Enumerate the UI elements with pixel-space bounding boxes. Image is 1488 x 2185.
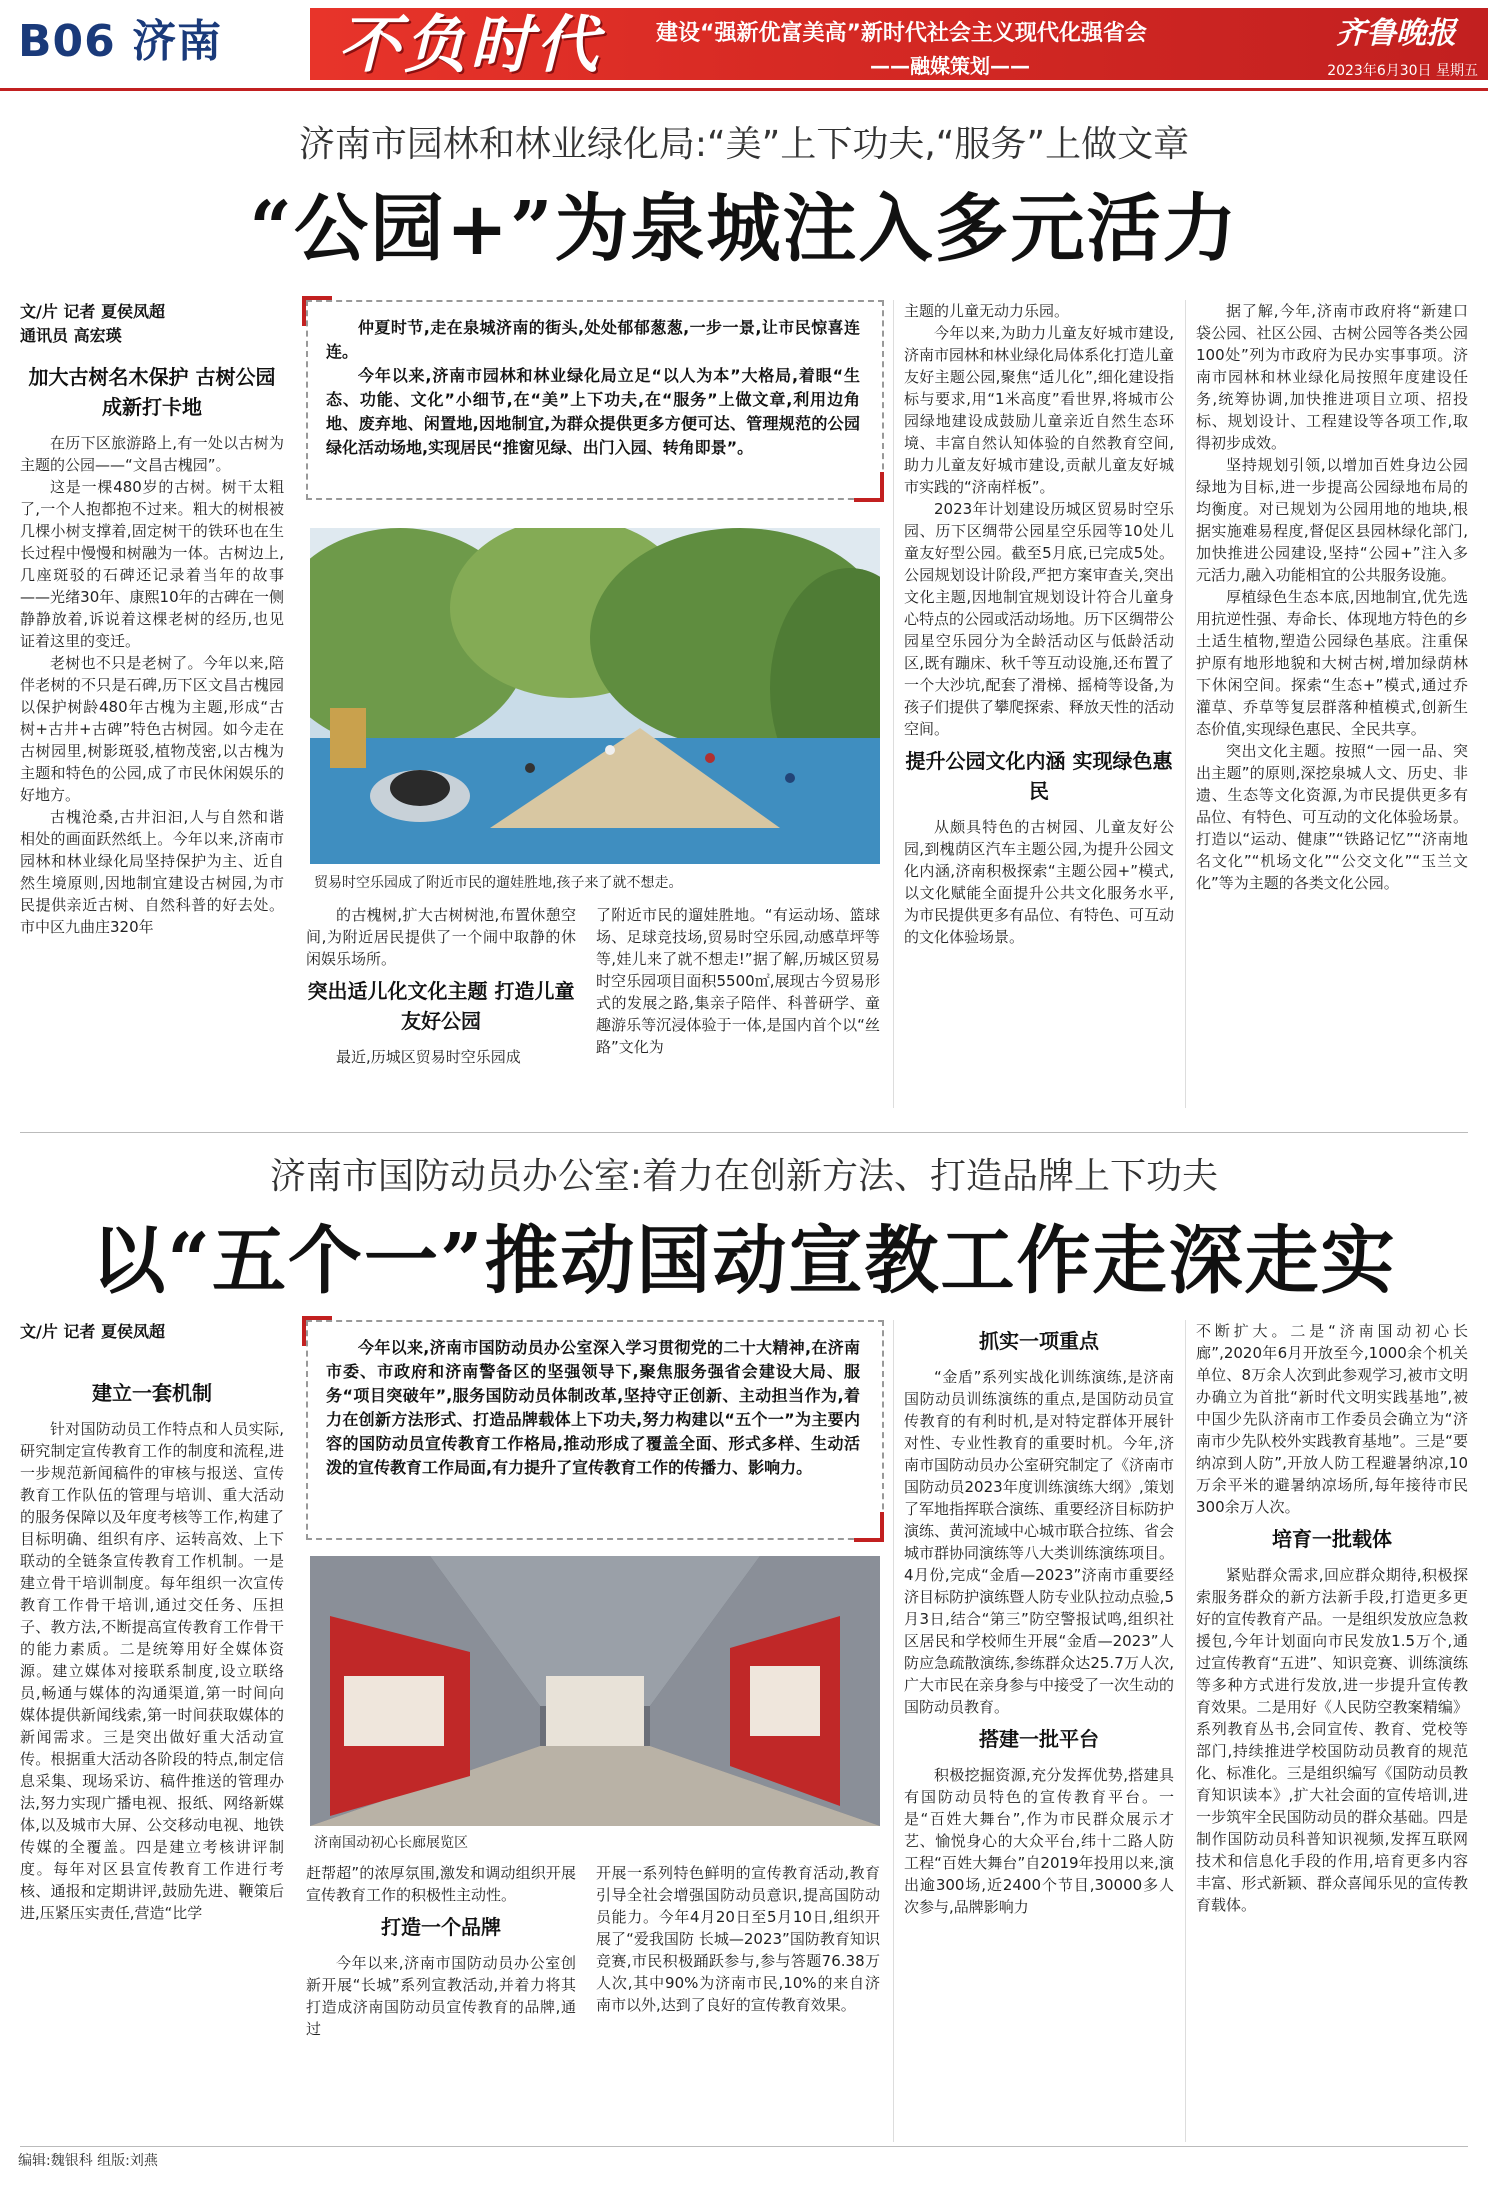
article2-column-3 (596, 1862, 880, 2142)
article2-column-1 (20, 1372, 284, 2142)
corridor-illustration (310, 1556, 880, 1826)
article1-column-2 (306, 904, 576, 1108)
article1-column-4 (904, 300, 1174, 1108)
byline-correspondent: 通讯员 高宏瑛 (20, 326, 122, 345)
paragraph: 主题的儿童无动力乐园。 (904, 302, 1070, 320)
banner-subtitle: 建设“强新优富美高”新时代社会主义现代化强省会 (656, 21, 1147, 46)
paragraph: 针对国防动员工作特点和人员实际,研究制定宣传教育工作的制度和流程,进一步规范新闻稿件的审核与报送、宣传教育工作队伍的管理与培训、重大活动的服务保障以及年度考核等工作,构建了目标明确、组织有序、运转高效、上下联动的全链条宣传教育工作机制。一是建立骨干培训制度。每年组织一次宣传教育工作骨干培训,通过交任务、压担子、教方法,不断提高宣传教育工作骨干的能力素质。二是统筹用好全媒体资源。建立媒体对接联系制度,设立联络员,畅通与媒体的沟通渠道,第一时间向媒体提供新闻线索,第一时间获取媒体的新闻需求。三是突出做好重大活动宣传。根据重大活动各阶段的特点,制定信息采集、现场采访、稿件推送的管理办法,努力实现广播电视、报纸、网络新媒体,以及城市大屏、公交移动电视、地铁传媒的全覆盖。四是建立考核讲评制度。每年对区县宣传教育工作进行考核、通报和定期讲评,鼓励先进、鞭策后进,压紧压实责任,营造“比学 (20, 1420, 284, 1922)
paragraph: 开展一系列特色鲜明的宣传教育活动,教育引导全社会增强国防动员意识,提高国防动员能力。今年4月20日至5月10日,组织开展了“爱我国防 长城—2023”国防教育知识竞赛,市民积极踊跃参与,参与答题76.38万人次,其中90%为济南市民,10%的来自济南市以外,达到了良好的宣传教育效果。 (596, 1864, 880, 2014)
subhead: 建立一套机制 (92, 1381, 212, 1405)
paragraph: 从颇具特色的古树园、儿童友好公园,到槐荫区汽车主题公园,为提升公园文化内涵,济南积极探索“主题公园+”模式,以文化赋能全面提升公共文化服务水平,为市民提供更多有品位、有特色、可互动的文化体验场景。 (904, 818, 1174, 946)
paragraph: 古槐沧桑,古井汩汩,人与自然和谐相处的画面跃然纸上。今年以来,济南市园林和林业绿化局坚持保护为主、近自然生境原则,因地制宜建设古树园,为市民提供亲近古树、自然科普的好去处。市中区九曲庄320年 (20, 808, 284, 936)
article2-column-4 (904, 1320, 1174, 2142)
paragraph: 据了解,今年,济南市政府将“新建口袋公园、社区公园、古树公园等各类公园100处”列为市政府为民办实事事项。济南市园林和林业绿化局按照年度建设任务,统筹协调,加快推进项目立项、招投标、规划设计、工程建设等各项工作,取得初步成效。 (1196, 302, 1468, 452)
subhead: 突出适儿化文化主题 打造儿童友好公园 (307, 979, 575, 1033)
subhead: 培育一批载体 (1272, 1527, 1392, 1551)
banner-tag: ——融媒策划—— (870, 54, 1030, 78)
subhead: 加大古树名木保护 古树公园成新打卡地 (28, 365, 276, 419)
park-illustration (310, 528, 880, 864)
article1-headline: “公园+”为泉城注入多元活力 (249, 186, 1239, 272)
photo-caption: 济南国动初心长廊展览区 (314, 1835, 468, 1851)
footer-credits: 编辑:魏银科 组版:刘燕 (18, 2153, 158, 2169)
article1-kicker: 济南市园林和林业绿化局:“美”上下功夫,“服务”上做文章 (298, 124, 1190, 165)
paragraph: 今年以来,为助力儿童友好城市建设,济南市园林和林业绿化局体系化打造儿童友好主题公园,聚焦“适儿化”,细化建设指标与要求,用“1米高度”看世界,将城市公园绿地建设成鼓励儿童亲近自然生态环境、丰富自然认知体验的自然教育空间,助力儿童友好城市建设,贡献儿童友好城市实践的“济南样板”。 (904, 324, 1174, 496)
article2-column-5 (1196, 1320, 1468, 2142)
paragraph: 紧贴群众需求,回应群众期待,积极探索服务群众的新方法新手段,打造更多更好的宣传教育产品。一是组织发放应急救援包,今年计划面向市民发放1.5万个,通过宣传教育“五进”、知识竞赛、训练演练等多种方式进行发放,进一步提升宣传教育效果。二是用好《人民防空教案精编》系列教育丛书,会同宣传、教育、党校等部门,持续推进学校国防动员教育的规范化、标准化。三是组织编写《国防动员教育知识读本》,扩大社会面的宣传培训,进一步筑牢全民国防动员的群众基础。四是制作国防动员科普知识视频,发挥互联网技术和信息化手段的作用,培育更多内容丰富、形式新颖、群众喜闻乐见的宣传教育载体。 (1196, 1566, 1468, 1914)
footer-divider (20, 2146, 1468, 2147)
article2-headline: 以“五个一”推动国动宣教工作走深走实 (91, 1218, 1397, 1304)
article2-column-2 (306, 1862, 576, 2142)
lead-paragraph: 今年以来,济南市园林和林业绿化局立足“以人为本”大格局,着眼“生态、功能、文化”小细节,在“美”上下功夫,在“服务”上做文章,利用边角地、废弃地、闲置地,因地制宜,为群众提供更多方便可达、管理规范的公园绿化活动场地,实现居民“推窗见绿、出门入园、转角即景”。 (326, 366, 860, 457)
section-divider (20, 1132, 1468, 1133)
paragraph: 不断扩大。二是“济南国动初心长廊”,2020年6月开放至今,1000余个机关单位、8万余人次到此参观学习,被市文明办确立为首批“新时代文明实践基地”,被中国少先队济南市工作委员会确立为“济南市少先队校外实践教育基地”。三是“要纳凉到人防”,开放人防工程避暑纳凉,10万余平米的避暑纳凉场所,每年接待市民300余万人次。 (1196, 1322, 1468, 1516)
paragraph: 老树也不只是老树了。今年以来,陪伴老树的不只是石碑,历下区文昌古槐园以保护树龄480年古槐为主题,形成“古树+古井+古碑”特色古树园。如今走在古树园里,树影斑驳,植物茂密,以古槐为主题和特色的公园,成了市民休闲娱乐的好地方。 (20, 654, 284, 804)
paragraph: 突出文化主题。按照“一园一品、突出主题”的原则,深挖泉城人文、历史、非遗、生态等文化资源,为市民提供更多有品位、有特色、可互动的文化体验场景。打造以“运动、健康”“铁路记忆”“济南地名文化”“机场文化”“公交文化”“玉兰文化”等为主题的各类文化公园。 (1196, 742, 1468, 892)
article2-kicker: 济南市国防动员办公室:着力在创新方法、打造品牌上下功夫 (269, 1156, 1219, 1197)
subhead: 抓实一项重点 (979, 1329, 1099, 1353)
column-rule (1185, 300, 1186, 1108)
byline-reporter: 文/片 记者 夏侯凤超 (20, 302, 165, 321)
paragraph: 了附近市民的遛娃胜地。“有运动场、篮球场、足球竞技场,贸易时空乐园,动感草坪等等,娃儿来了就不想走!”据了解,历城区贸易时空乐园项目面积5500㎡,展现古今贸易形式的发展之路,集亲子陪伴、科普研学、童趣游乐等沉浸体验于一体,是国内首个以“丝路”文化为 (596, 906, 880, 1056)
article2-lead (326, 1336, 860, 1532)
paragraph: 在历下区旅游路上,有一处以古树为主题的公园——“文昌古槐园”。 (20, 434, 284, 474)
article1-column-3 (596, 904, 880, 1108)
date-line: 2023年6月30日 星期五 (1327, 63, 1478, 79)
paragraph: 今年以来,济南市国防动员办公室创新开展“长城”系列宣教活动,并着力将其打造成济南国防动员宣传教育的品牌,通过 (306, 1954, 576, 2038)
article1-lead (326, 316, 860, 492)
paper-logo: 齐鲁晚报 (1336, 16, 1456, 51)
subhead: 提升公园文化内涵 实现绿色惠民 (905, 749, 1173, 803)
masthead-rule (0, 88, 1488, 91)
photo-caption: 贸易时空乐园成了附近市民的遛娃胜地,孩子来了就不想走。 (314, 875, 683, 891)
paragraph: 积极挖掘资源,充分发挥优势,搭建具有国防动员特色的宣传教育平台。一是“百姓大舞台”,作为市民群众展示才艺、愉悦身心的大众平台,纬十二路人防工程“百姓大舞台”自2019年投用以来,演出逾300场,近2400个节目,30000多人次参与,品牌影响力 (904, 1766, 1174, 1916)
paragraph: 赶帮超”的浓厚氛围,激发和调动组织开展宣传教育工作的积极性主动性。 (306, 1864, 576, 1904)
park-photo (310, 528, 880, 864)
subhead: 搭建一批平台 (979, 1727, 1099, 1751)
paragraph: 最近,历城区贸易时空乐园成 (336, 1048, 521, 1066)
paragraph: 坚持规划引领,以增加百姓身边公园绿地为目标,进一步提高公园绿地布局的均衡度。对已规划为公园用地的地块,根据实施难易程度,督促区县园林绿化部门,加快推进公园建设,坚持“公园+”注入多元活力,融入功能相宜的公共服务设施。 (1196, 456, 1468, 584)
corridor-photo (310, 1556, 880, 1826)
lead-paragraph: 今年以来,济南市国防动员办公室深入学习贯彻党的二十大精神,在济南市委、市政府和济南警备区的坚强领导下,聚焦服务强省会建设大局、服务“项目突破年”,服务国防动员体制改革,坚持守正创新、主动担当作为,着力在创新方法形式、打造品牌载体上下功夫,努力构建以“五个一”为主要内容的国防动员宣传教育工作格局,推动形成了覆盖全面、形式多样、生动活泼的宣传教育工作局面,有力提升了宣传教育工作的传播力、影响力。 (326, 1338, 860, 1477)
page-label: B06 济南 (18, 16, 223, 67)
paragraph: “金盾”系列实战化训练演练,是济南国防动员训练演练的重点,是国防动员宣传教育的有利时机,是对特定群体开展针对性、专业性教育的重要时机。今年,济南市国防动员办公室研究制定了《济南市国防动员2023年度训练演练大纲》,策划了军地指挥联合演练、重要经济目标防护演练、黄河流域中心城市联合拉练、省会城市群协同演练等八大类训练演练项目。4月份,完成“金盾—2023”济南市重要经济目标防护演练暨人防专业队拉动点验,5月3日,结合“第三”防空警报试鸣,组织社区居民和学校师生开展“金盾—2023”人防应急疏散演练,参练群众达25.7万人次,广大市民在亲身参与中接受了一次生动的国防动员教育。 (904, 1368, 1174, 1716)
paragraph: 的古槐树,扩大古树树池,布置休憩空间,为附近居民提供了一个闹中取静的休闲娱乐场所。 (306, 906, 576, 968)
article1-column-5 (1196, 300, 1468, 1108)
lead-paragraph: 仲夏时节,走在泉城济南的街头,处处郁郁葱葱,一步一景,让市民惊喜连连。 (326, 318, 860, 361)
article2-byline (20, 1320, 300, 1344)
column-rule (1185, 1320, 1186, 2142)
paragraph: 2023年计划建设历城区贸易时空乐园、历下区绸带公园星空乐园等10处儿童友好型公园。截至5月底,已完成5处。公园规划设计阶段,严把方案审查关,突出文化主题,因地制宜规划设计符合儿童身心特点的公园或活动场地。历下区绸带公园星空乐园分为全龄活动区与低龄活动区,既有蹦床、秋千等互动设施,还布置了一个大沙坑,配套了滑梯、摇椅等设备,为孩子们提供了攀爬探索、释放天性的活动空间。 (904, 500, 1174, 738)
column-rule (893, 300, 894, 1108)
subhead: 打造一个品牌 (381, 1915, 501, 1939)
article1-byline (20, 300, 300, 348)
banner-title: 不负时代 (338, 8, 603, 81)
article1-column-1 (20, 356, 284, 1108)
column-rule (893, 1320, 894, 2142)
paragraph: 厚植绿色生态本底,因地制宜,优先选用抗逆性强、寿命长、体现地方特色的乡土适生植物,塑造公园绿色基底。注重保护原有地形地貌和大树古树,增加绿荫林下休闲空间。探索“生态+”模式,通过乔灌草、乔草等复层群落种植模式,创新生态价值,实现绿色惠民、全民共享。 (1196, 588, 1468, 738)
byline-reporter: 文/片 记者 夏侯凤超 (20, 1322, 165, 1341)
paragraph: 这是一棵480岁的古树。树干太粗了,一个人抱都抱不过来。粗大的树根被几棵小树支撑着,固定树干的铁环也在生长过程中慢慢和树融为一体。古树边上,几座斑驳的石碑还记录着当年的故事——光绪30年、康熙10年的古碑在一侧静静放着,诉说着这棵老树的经历,也见证着这里的变迁。 (20, 478, 284, 650)
